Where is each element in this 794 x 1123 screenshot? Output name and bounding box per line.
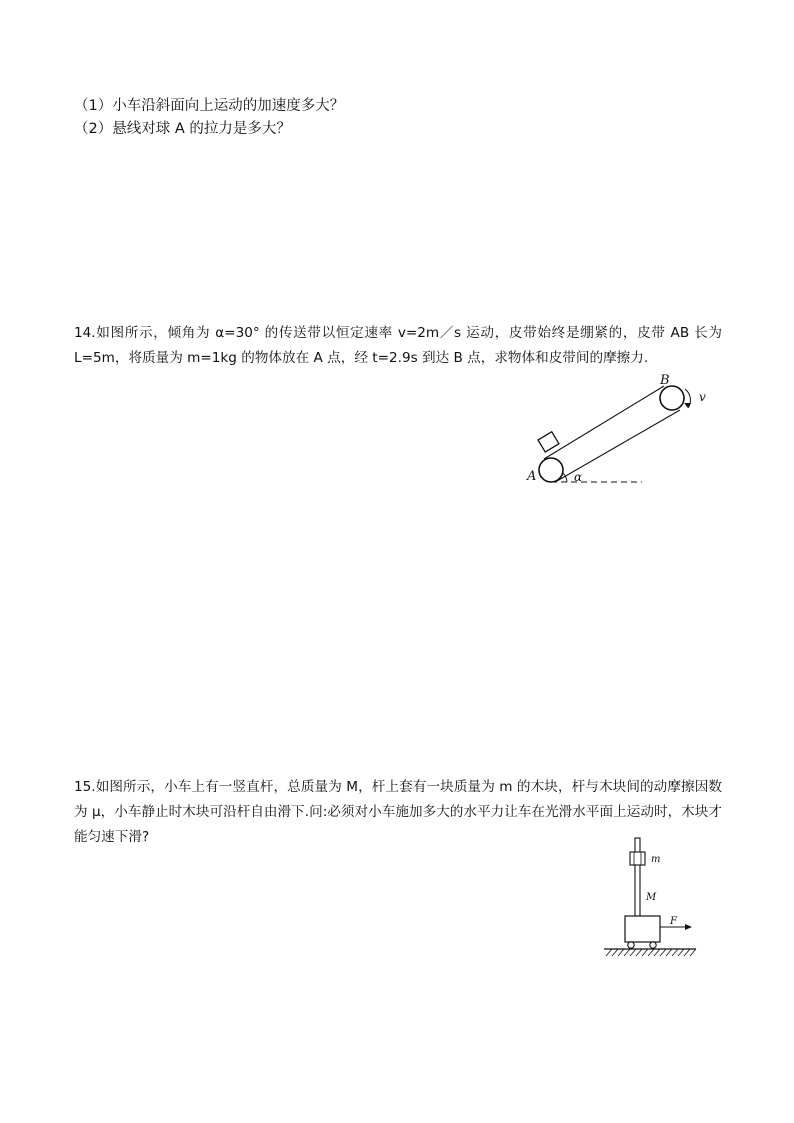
label-v: v (699, 390, 706, 404)
block (538, 432, 559, 452)
rotation-arrowhead (684, 403, 691, 408)
wheel-left (628, 942, 634, 948)
vertical-rod (635, 838, 640, 917)
question-14-text: 14.如图所示，倾角为 α=30° 的传送带以恒定速率 v=2m／s 运动，皮带始终是绷紧的，皮带 AB 长为 L=5m，将质量为 m=1kg 的物体放在 A 点，经 t=2.9s 到达 B 点，求物体和皮带间的摩擦力. (74, 325, 722, 366)
roller-a (539, 458, 563, 482)
force-arrowhead (685, 924, 692, 930)
wooden-block (630, 852, 645, 865)
cart-rod-figure (600, 832, 710, 962)
cart-body (625, 916, 660, 942)
conveyor-belt-figure (522, 372, 722, 492)
wheel-right (650, 942, 656, 948)
belt-upper-line (544, 386, 664, 459)
label-m: m (651, 854, 661, 865)
question-15-text: 15.如图所示，小车上有一竖直杆，总质量为 M，杆上套有一块质量为 m 的木块，杆与木块间的动摩擦因数为 μ，小车静止时木块可沿杆自由滑下.问:必须对小车施加多大的水平力让车在光滑水平面上运动时，木块才能匀速下滑? (74, 779, 722, 845)
label-a: A (527, 469, 537, 484)
label-F: F (670, 916, 677, 927)
sub-question-1: （1）小车沿斜面向上运动的加速度多大？ (74, 98, 345, 114)
label-M: M (646, 892, 657, 903)
ground-hatching (606, 949, 696, 956)
roller-b (660, 386, 684, 410)
label-b: B (660, 373, 670, 388)
sub-question-2: （2）悬线对球 A 的拉力是多大？ (74, 121, 291, 137)
label-alpha: α (574, 470, 583, 484)
